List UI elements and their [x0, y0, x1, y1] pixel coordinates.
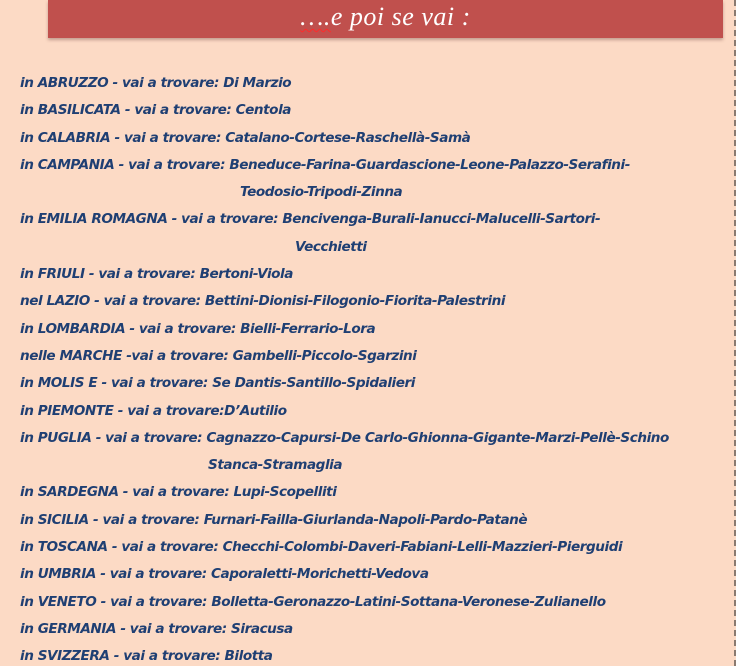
list-item-friuli [20, 261, 732, 288]
page-title [300, 2, 470, 31]
list-item-abruzzo [20, 70, 732, 97]
entry-text: in LOMBARDIA - vai a trovare: Bielli-Ferrario-Lora [20, 320, 376, 337]
title-main-text: e poi se vai : [330, 2, 471, 31]
entry-text: in MOLIS E - vai a trovare: Se Dantis-Santillo-Spidalieri [20, 375, 415, 392]
entry-text: in SARDEGNA - vai a trovare: Lupi-Scopelliti [20, 484, 337, 501]
list-item-puglia [20, 425, 732, 480]
entry-text: in ABRUZZO - vai a trovare: Di Marzio [20, 75, 292, 91]
entry-text: in PIEMONTE - vai a trovare:D’Autilio [20, 402, 287, 419]
list-item-toscana [20, 534, 732, 561]
list-item-umbria [20, 561, 732, 588]
entry-text: in CALABRIA - vai a trovare: Catalano-Cortese-Raschellà-Samà [20, 129, 471, 146]
entry-text: in BASILICATA - vai a trovare: Centola [20, 102, 292, 119]
entry-text: in TOSCANA - vai a trovare: Checchi-Colombi-Daveri-Fabiani-Lelli-Mazzieri-Pierguidi [20, 539, 623, 556]
entry-text: in FRIULI - vai a trovare: Bertoni-Viola [20, 266, 293, 283]
list-item-marche [20, 343, 732, 370]
title-banner [48, 0, 723, 38]
list-item-piemonte [20, 398, 732, 425]
list-item-germania [20, 616, 732, 643]
entry-text: nelle MARCHE -vai a trovare: Gambelli-Piccolo-Sgarzini [20, 347, 417, 364]
list-item-molise [20, 370, 732, 397]
list-item-lazio [20, 288, 732, 315]
list-item-sicilia [20, 507, 732, 534]
entry-text: in UMBRIA - vai a trovare: Caporaletti-Morichetti-Vedova [20, 566, 429, 583]
list-item-emilia-romagna [20, 206, 732, 261]
title-ellipsis: …. [300, 2, 331, 31]
entry-text: in PUGLIA - vai a trovare: Cagnazzo-Capursi-De Carlo-Ghionna-Gigante-Marzi-Pellè-Schino [20, 429, 669, 446]
entry-text: in SVIZZERA - vai a trovare: Bilotta [20, 648, 273, 665]
entry-text: in GERMANIA - vai a trovare: Siracusa [20, 620, 293, 637]
entry-text: in CAMPANIA - vai a trovare: Beneduce-Farina-Guardascione-Leone-Palazzo-Serafini- [20, 156, 630, 173]
entry-continuation: Vecchietti [295, 238, 367, 255]
entry-text: in EMILIA ROMAGNA - vai a trovare: Bencivenga-Burali-Ianucci-Malucelli-Sartori- [20, 211, 601, 228]
entry-text: in VENETO - vai a trovare: Bolletta-Geronazzo-Latini-Sottana-Veronese-Zulianello [20, 593, 606, 610]
list-item-svizzera [20, 643, 732, 670]
region-list [20, 70, 732, 671]
entry-continuation: Teodosio-Tripodi-Zinna [240, 184, 403, 201]
list-item-sardegna [20, 479, 732, 506]
list-item-lombardia [20, 316, 732, 343]
list-item-veneto [20, 589, 732, 616]
entry-text: nel LAZIO - vai a trovare: Bettini-Dionisi-Filogonio-Fiorita-Palestrini [20, 293, 506, 310]
list-item-basilicata [20, 97, 732, 124]
entry-text: in SICILIA - vai a trovare: Furnari-Failla-Giurlanda-Napoli-Pardo-Patanè [20, 511, 528, 528]
list-item-calabria [20, 125, 732, 152]
list-item-campania [20, 152, 732, 207]
entry-continuation: Stanca-Stramaglia [208, 457, 343, 474]
